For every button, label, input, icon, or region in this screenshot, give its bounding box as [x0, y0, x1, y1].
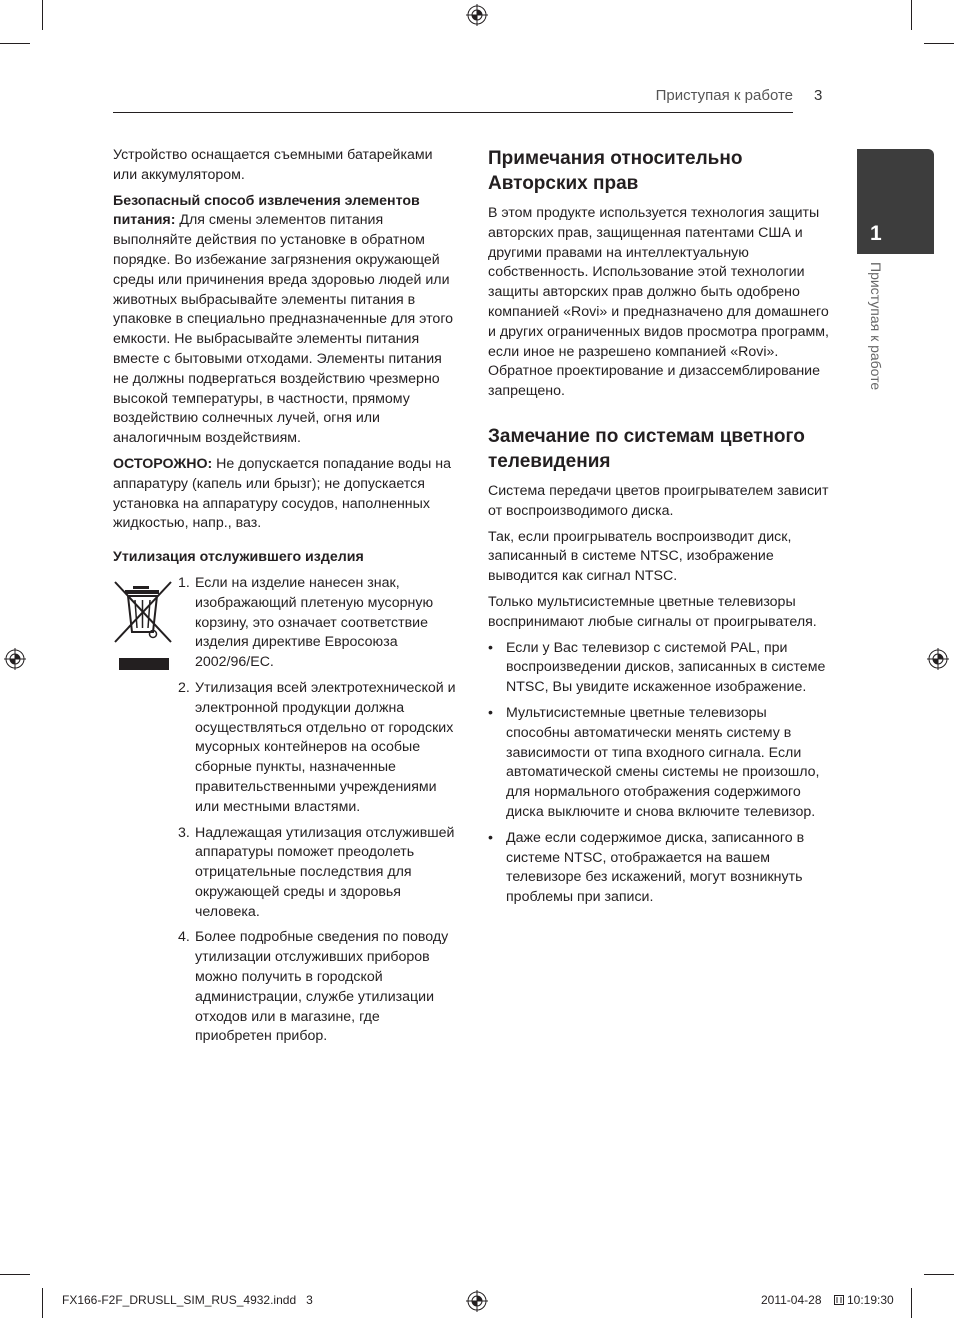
safe-removal-text: Для смены элементов питания выполняйте действия по установке в обратном порядке. Во избежание загрязнения окружающей среды или причинения вреда здоровью людей или животных выбрасывайте элементы питания в упаковке в специально предназначенные для этого емкости. Не выбрасывайте элементы питания вместе с бытовыми отходами. Элементы питания не должны подвергаться воздействию чрезмерно высокой температуры, в частности, прямому воздействию солнечных лучей, огня или аналогичным воздействиям.: [113, 212, 454, 447]
safe-removal-title: Безопасный способ извлечения элементов питания:: [113, 192, 420, 229]
left-column: [113, 146, 458, 1053]
color-tv-heading: Замечание по системам цветного телевидения: [488, 425, 805, 472]
crop-mark: [0, 1274, 30, 1275]
list-item-number: 2.: [178, 679, 190, 696]
registration-mark-icon: [927, 648, 949, 670]
running-header-title: Приступая к работе: [655, 87, 793, 104]
caution-paragraph: [113, 455, 458, 534]
header-rule: [113, 112, 793, 113]
chapter-tab-label-text: Приступая к работе: [868, 262, 884, 391]
chapter-tab: [857, 149, 934, 254]
list-item: • Мультисистемные цветные телевизоры способны автоматически менять систему в зависимости от типа входного сигнала. Если автоматической смены системы не произошло, для нормального отображения содержимого диска выключите и снова включите телевизор.: [488, 704, 833, 823]
crop-mark: [911, 1288, 912, 1318]
crossed-bin-icon: [113, 580, 173, 672]
list-item-number: 3.: [178, 824, 190, 841]
color-tv-paragraph-1: Система передачи цветов проигрывателем зависит от воспроизводимого диска.: [488, 482, 829, 519]
registration-mark-icon: [466, 4, 488, 26]
safe-removal-paragraph: [113, 192, 458, 449]
crop-mark: [911, 0, 912, 30]
list-item: • Даже если содержимое диска, записанного в системе NTSC, отображается на вашем телевизоре без искажений, могут возникнуть проблемы при записи.: [488, 829, 833, 908]
color-tv-bullets: [488, 639, 833, 908]
crop-mark: [0, 43, 30, 44]
page-number: 3: [814, 87, 823, 104]
list-item-number: 4.: [178, 929, 190, 946]
chapter-tab-label: [866, 262, 890, 422]
list-item-text: Утилизация всей электротехнической и электронной продукции должна осуществляться отдельно от городских мусорных контейнеров на особые сборные пункты, назначенные правительственными учреждениями или местными властями.: [195, 679, 456, 815]
registration-mark-icon: [4, 648, 26, 670]
list-item: • Если у Вас телевизор с системой PAL, при воспроизведении дисков, записанных в системе NTSC, Вы увидите искаженное изображение.: [488, 639, 833, 698]
list-item: [178, 824, 458, 923]
footer-time: 10:19:30: [847, 1293, 894, 1307]
chapter-number: 1: [870, 222, 882, 245]
list-item: [178, 679, 458, 818]
footer-date: 2011-04-28: [761, 1293, 822, 1307]
copyright-heading: Примечания относительно Авторских прав: [488, 148, 743, 194]
list-item-number: 1.: [178, 574, 190, 591]
intro-paragraph: Устройство оснащается съемными батарейками или аккумулятором.: [113, 147, 433, 183]
copyright-paragraph: В этом продукте используется технология защиты авторских прав, защищенная патентами США и другими правами на интеллектуальную собственность. Использование этой технологии защиты авторских прав должно быть одобрено компанией «Rovi» и предназначено для домашнего и других ограниченных видов просмотра программ, если иное не разрешено компанией «Rovi». Обратное проектирование и дизассемблирование запрещено.: [488, 205, 829, 400]
footer-file-slug: FX166-F2F_DRUSLL_SIM_RUS_4932.indd 3: [62, 1293, 313, 1307]
footer-page-icon: [834, 1295, 844, 1305]
crop-mark: [924, 43, 954, 44]
registration-mark-icon: [466, 1290, 488, 1312]
crop-mark: [42, 0, 43, 30]
disposal-title: Утилизация отслужившего изделия: [113, 549, 364, 566]
crop-mark: [42, 1288, 43, 1318]
caution-title: ОСТОРОЖНО:: [113, 455, 213, 472]
right-column: [488, 146, 833, 914]
list-item: [178, 574, 458, 673]
color-tv-paragraph-3: Только мультисистемные цветные телевизоры воспринимают любые сигналы от проигрывателя.: [488, 593, 817, 630]
list-item-text: Более подробные сведения по поводу утилизации отслуживших приборов можно получить в городской администрации, службе утилизации отходов или в магазине, где приобретен прибор.: [195, 929, 449, 1045]
caution-text: Не допускается попадание воды на аппаратуру (капель или брызг); не допускается установка на аппаратуру сосудов, наполненных жидкостью, напр., ваз.: [113, 455, 452, 532]
disposal-block: [113, 574, 458, 1047]
list-item: [178, 928, 458, 1047]
crop-mark: [924, 1274, 954, 1275]
list-item-text: Если на изделие нанесен знак, изображающий плетеную мусорную корзину, это означает соответствие изделия директиве Евросоюза 2002/96/EC.: [195, 574, 434, 671]
color-tv-paragraph-2: Так, если проигрыватель воспроизводит диск, записанный в системе NTSC, изображение выводится как сигнал NTSC.: [488, 528, 792, 585]
list-item-text: Надлежащая утилизация отслужившей аппаратуры поможет преодолеть отрицательные последствия для окружающей среды и здоровья человека.: [195, 824, 455, 920]
